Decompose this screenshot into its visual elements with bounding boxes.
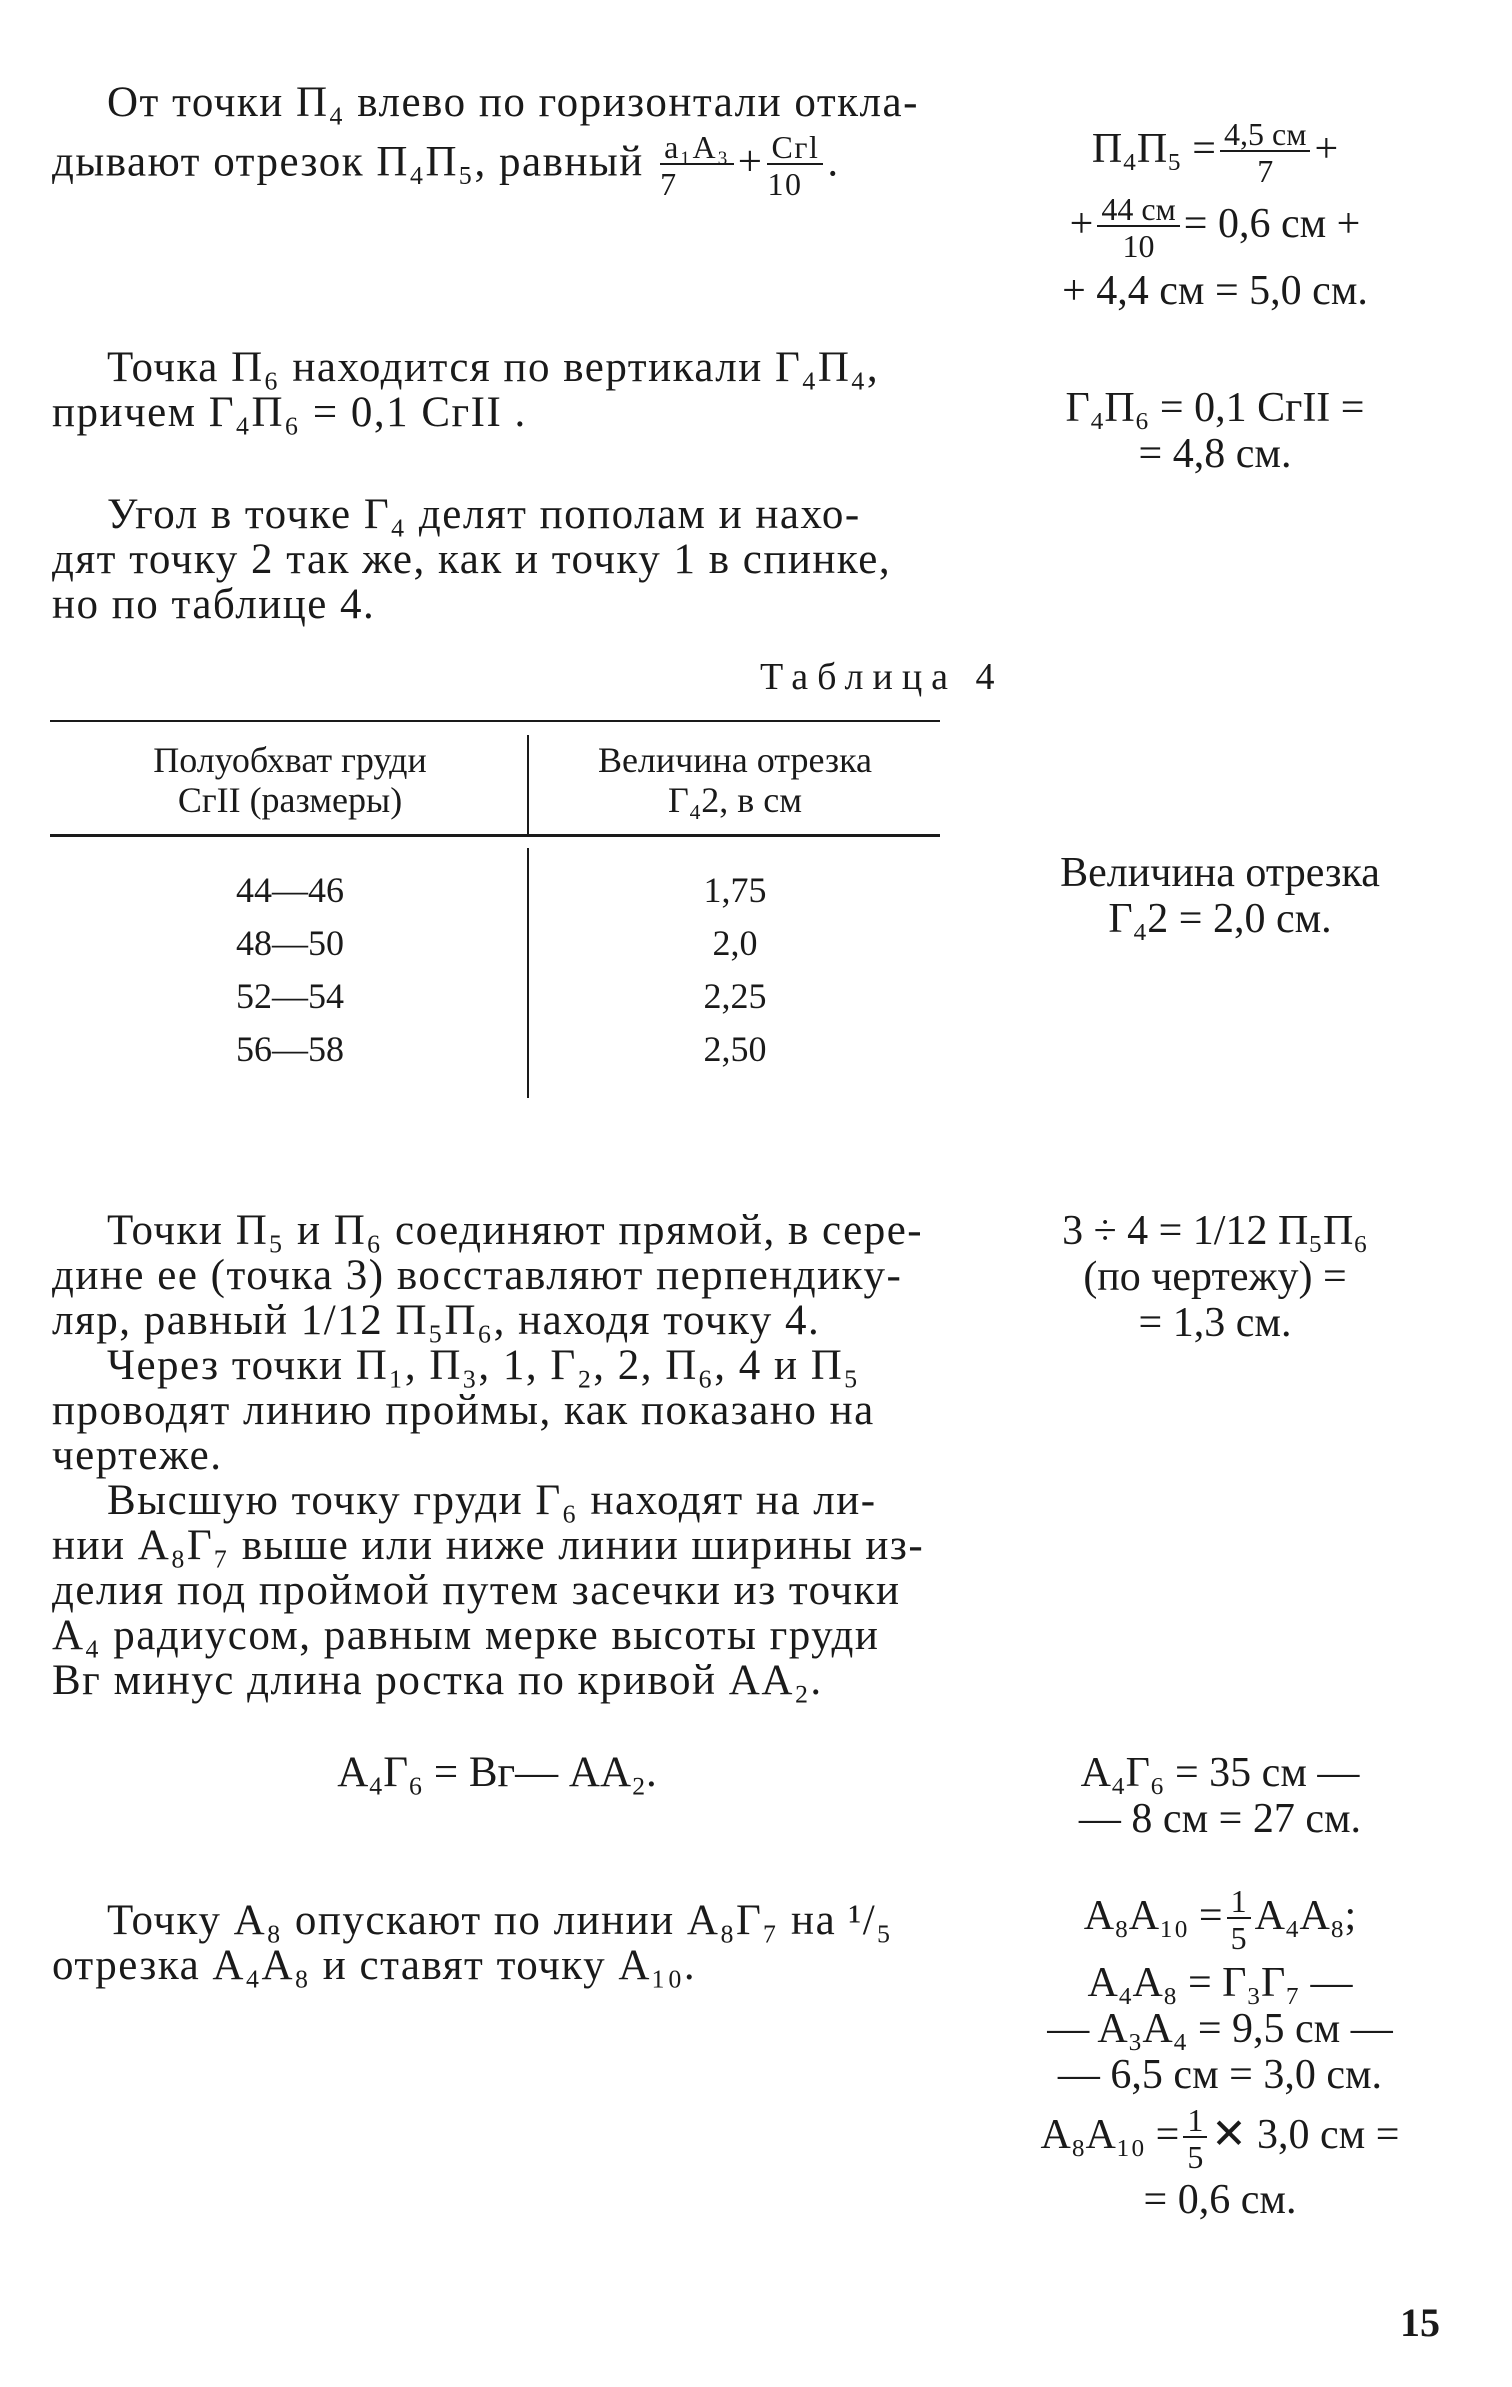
table-caption: Таблица 4 <box>760 656 1004 698</box>
table-cell: 1,75 <box>703 870 767 910</box>
formula-block-6 <box>990 1885 1450 2223</box>
fraction: $\frac{44 см}{10}$ <box>1097 193 1179 262</box>
formula-block-3 <box>1000 850 1440 942</box>
table-header-cell <box>535 740 935 820</box>
fraction: $\frac{4,5 см}{7}$ <box>1220 118 1310 187</box>
formula-line: Г₄П₆ = 0,1 CгII = <box>1065 385 1365 431</box>
header-line: Г₄2, в см <box>667 780 803 820</box>
text-line: A₄ радиусом, равным мерке высоты груди <box>52 1612 880 1659</box>
text-line: чертеже. <box>52 1432 223 1479</box>
formula-line: — A₃A₄ = 9,5 см — <box>1047 2006 1393 2052</box>
text-line: Точку A₈ опускают по линии A₈Г₇ на ¹/₅ <box>107 1897 893 1944</box>
table-cell: 2,0 <box>712 923 758 963</box>
numerator: a₁A₃ <box>660 131 734 165</box>
text-line: ляр, равный 1/12 П₅П₆, находя точку 4. <box>52 1297 821 1344</box>
formula-line: — 8 см = 27 см. <box>1078 1796 1362 1842</box>
table-cell: 2,25 <box>703 976 767 1016</box>
text-line: проводят линию проймы, как показано на <box>52 1387 875 1434</box>
fraction: $\frac{1}{5}$ <box>1183 2104 1207 2173</box>
text-line: От точки П₄ влево по горизонтали откла- <box>107 79 919 126</box>
formula-line: = 0,6 см. <box>1143 2177 1297 2223</box>
formula-line: + $\frac{44 см}{10}$ = 0,6 см + <box>1069 191 1361 264</box>
text: дывают отрезок П₄П₅, равный <box>52 138 644 186</box>
table-column-size <box>60 864 520 1076</box>
formula-line: A₄A₈ = Г₃Г₇ — <box>1087 1960 1353 2006</box>
formula-line: П₄П₅ = $\frac{4,5 см}{7}$ + <box>1091 116 1339 189</box>
formula-block-1 <box>980 118 1450 314</box>
formula-block-2 <box>1000 385 1430 477</box>
text-line: отрезка A₄A₈ и ставят точку A₁₀. <box>52 1942 697 1989</box>
text-line: причем Г₄П₆ = 0,1 CгII . <box>52 389 527 436</box>
text-line: Точки П₅ и П₆ соединяют прямой, в сере- <box>107 1207 924 1254</box>
fraction: $\frac{1}{5}$ <box>1227 1885 1251 1954</box>
table-header-divider <box>527 735 529 835</box>
paragraph-2 <box>52 345 942 435</box>
text-line: делия под проймой путем засечки из точки <box>52 1567 901 1614</box>
paragraph-1 <box>52 80 942 200</box>
text-line: но по таблице 4. <box>52 581 376 628</box>
formula-line: A₄Г₆ = 35 см — <box>1080 1750 1360 1796</box>
formula-block-4 <box>985 1208 1445 1346</box>
fraction <box>660 131 734 200</box>
text-line-with-formula <box>52 131 942 200</box>
text-line: дине ее (точка 3) восставляют перпендику- <box>52 1252 903 1299</box>
centered-equation: A₄Г₆ = Bг— AA₂. <box>337 1749 657 1796</box>
table-body-divider <box>527 848 529 1098</box>
table-cell: 48—50 <box>236 923 344 963</box>
denominator: 7 <box>660 166 678 202</box>
page-number: 15 <box>1400 2300 1440 2345</box>
table-column-value <box>535 864 935 1076</box>
table-cell: 44—46 <box>236 870 344 910</box>
paragraph-7 <box>52 1898 942 1988</box>
formula-line: Величина отрезка <box>1060 850 1380 896</box>
table-cell: 52—54 <box>236 976 344 1016</box>
text-line: Высшую точку груди Г₆ находят на ли- <box>107 1477 877 1524</box>
table-cell: 2,50 <box>703 1029 767 1069</box>
table-header-cell <box>60 740 520 820</box>
paragraph-4 <box>52 1208 942 1703</box>
text-line: Через точки П₁, П₃, 1, Г₂, 2, П₆, 4 и П₅ <box>107 1342 860 1389</box>
table-header-rule <box>50 834 940 837</box>
table-top-rule <box>50 720 940 722</box>
formula-line: (по чертежу) = <box>1083 1254 1347 1300</box>
header-line: Полуобхват груди <box>153 740 427 780</box>
formula-line: 3 ÷ 4 = 1/12 П₅П₆ <box>1062 1208 1368 1254</box>
formula-line: A₈A₁₀ = $\frac{1}{5}$ A₄A₈; <box>1083 1883 1357 1956</box>
formula-line: A₈A₁₀ = $\frac{1}{5}$ ✕ 3,0 см = <box>1040 2102 1400 2175</box>
denominator: 10 <box>767 166 803 202</box>
period: . <box>827 138 840 186</box>
formula-line: = 1,3 см. <box>1138 1300 1292 1346</box>
text-line: дят точку 2 так же, как и точку 1 в спинке, <box>52 536 892 583</box>
text-line: Угол в точке Г₄ делят пополам и нахо- <box>107 491 861 538</box>
formula-line: = 4,8 см. <box>1138 431 1292 477</box>
text-line: Точка П₆ находится по вертикали Г₄П₄, <box>107 344 880 391</box>
text-line: Bг минус длина ростка по кривой AA₂. <box>52 1657 823 1704</box>
text-line: нии A₈Г₇ выше или ниже линии ширины из- <box>52 1522 925 1569</box>
fraction <box>767 131 823 200</box>
table-cell: 56—58 <box>236 1029 344 1069</box>
header-line: CгII (размеры) <box>177 780 403 820</box>
formula-line: Г₄2 = 2,0 см. <box>1108 896 1332 942</box>
formula-line: — 6,5 см = 3,0 см. <box>1057 2052 1383 2098</box>
formula-line: + 4,4 см = 5,0 см. <box>1062 268 1368 314</box>
plus-sign: + <box>737 138 764 186</box>
numerator: Cгl <box>767 131 823 165</box>
header-line: Величина отрезка <box>597 740 873 780</box>
formula-block-5 <box>1010 1750 1430 1842</box>
paragraph-3 <box>52 492 942 627</box>
